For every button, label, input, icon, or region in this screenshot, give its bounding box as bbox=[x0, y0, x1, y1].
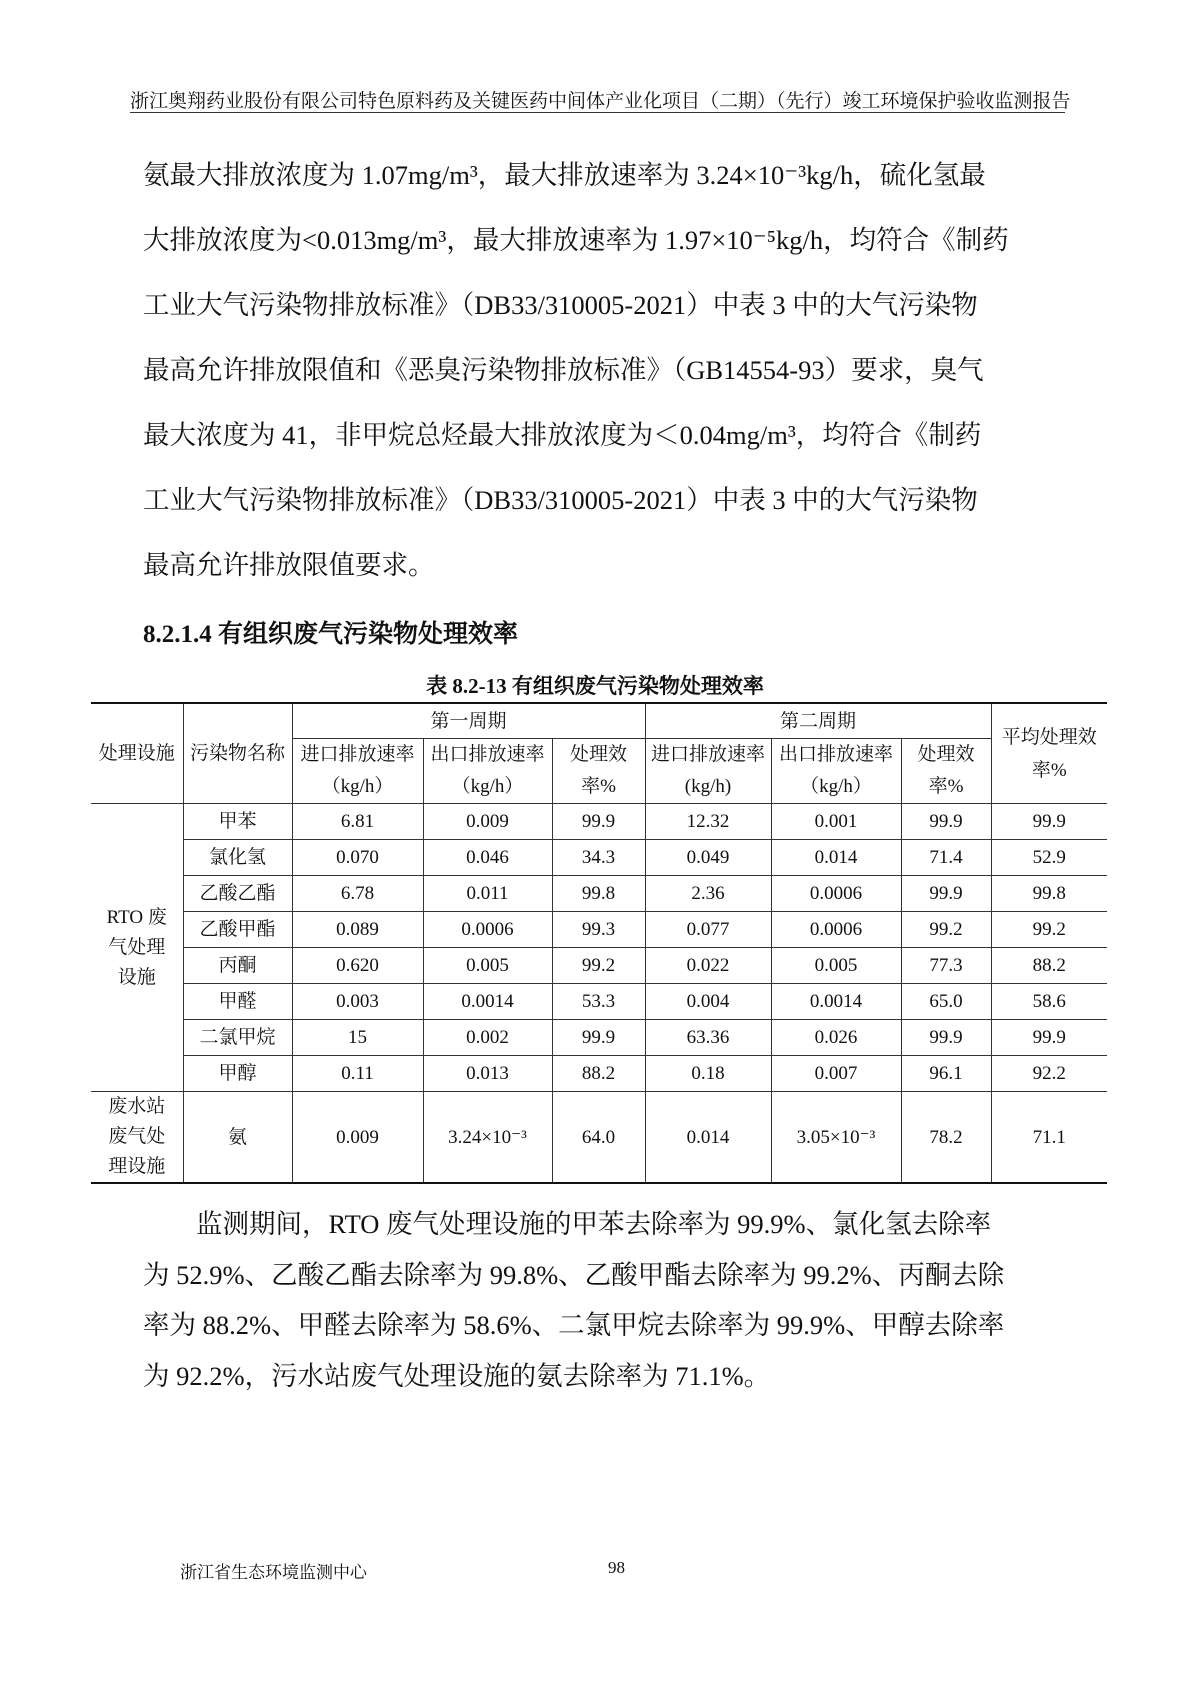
value-cell: 0.0014 bbox=[771, 984, 901, 1020]
header-facility: 处理设施 bbox=[91, 703, 183, 804]
footer-org: 浙江省生态环境监测中心 bbox=[180, 1563, 367, 1582]
section-heading: 8.2.1.4 有组织废气污染物处理效率 bbox=[143, 621, 519, 648]
value-cell: 71.1 bbox=[991, 1092, 1107, 1184]
value-cell: 78.2 bbox=[901, 1092, 991, 1184]
pollutant-cell: 氯化氢 bbox=[183, 840, 292, 876]
header-sub: 进口排放速率(kg/h) bbox=[645, 739, 771, 804]
value-cell: 0.0006 bbox=[771, 912, 901, 948]
value-cell: 0.049 bbox=[645, 840, 771, 876]
text-line: 为 92.2%，污水站废气处理设施的氨去除率为 71.1%。 bbox=[143, 1360, 771, 1391]
value-cell: 0.014 bbox=[771, 840, 901, 876]
table-row bbox=[91, 912, 1107, 948]
value-cell: 0.0014 bbox=[423, 984, 552, 1020]
header-pollutant: 污染物名称 bbox=[183, 703, 292, 804]
text-line: 最高允许排放限值和《恶臭污染物排放标准》（GB14554-93）要求，臭气 bbox=[143, 355, 984, 385]
value-cell: 0.001 bbox=[771, 804, 901, 840]
value-cell: 65.0 bbox=[901, 984, 991, 1020]
value-cell: 3.24×10⁻³ bbox=[423, 1092, 552, 1184]
pollutant-cell: 甲醛 bbox=[183, 984, 292, 1020]
value-cell: 99.2 bbox=[901, 912, 991, 948]
text-line: 为 52.9%、乙酸乙酯去除率为 99.8%、乙酸甲酯去除率为 99.2%、丙酮去除 bbox=[143, 1259, 1005, 1290]
value-cell: 0.022 bbox=[645, 948, 771, 984]
value-cell: 0.005 bbox=[423, 948, 552, 984]
table-row bbox=[91, 804, 1107, 840]
value-cell: 99.9 bbox=[552, 804, 645, 840]
table-row bbox=[91, 876, 1107, 912]
value-cell: 99.2 bbox=[991, 912, 1107, 948]
value-cell: 0.089 bbox=[292, 912, 423, 948]
value-cell: 88.2 bbox=[552, 1056, 645, 1092]
value-cell: 6.78 bbox=[292, 876, 423, 912]
value-cell: 96.1 bbox=[901, 1056, 991, 1092]
value-cell: 3.05×10⁻³ bbox=[771, 1092, 901, 1184]
table-row bbox=[91, 1020, 1107, 1056]
value-cell: 0.007 bbox=[771, 1056, 901, 1092]
value-cell: 0.026 bbox=[771, 1020, 901, 1056]
value-cell: 99.8 bbox=[991, 876, 1107, 912]
value-cell: 99.8 bbox=[552, 876, 645, 912]
efficiency-table bbox=[91, 702, 1107, 1184]
pollutant-cell: 氨 bbox=[183, 1092, 292, 1184]
value-cell: 52.9 bbox=[991, 840, 1107, 876]
text-line: 工业大气污染物排放标准》（DB33/310005-2021）中表 3 中的大气污染物 bbox=[143, 485, 978, 515]
value-cell: 99.3 bbox=[552, 912, 645, 948]
value-cell: 0.003 bbox=[292, 984, 423, 1020]
value-cell: 0.005 bbox=[771, 948, 901, 984]
value-cell: 88.2 bbox=[991, 948, 1107, 984]
table-row bbox=[91, 1092, 1107, 1184]
header-sub: 进口排放速率（kg/h） bbox=[292, 739, 423, 804]
text-line: 最大浓度为 41，非甲烷总烃最大排放浓度为＜0.04mg/m³，均符合《制药 bbox=[143, 420, 982, 450]
text-line: 工业大气污染物排放标准》（DB33/310005-2021）中表 3 中的大气污染物 bbox=[143, 290, 978, 320]
table-row bbox=[91, 984, 1107, 1020]
value-cell: 99.9 bbox=[552, 1020, 645, 1056]
value-cell: 92.2 bbox=[991, 1056, 1107, 1092]
value-cell: 0.004 bbox=[645, 984, 771, 1020]
value-cell: 99.9 bbox=[901, 1020, 991, 1056]
value-cell: 63.36 bbox=[645, 1020, 771, 1056]
header-period2: 第二周期 bbox=[645, 703, 991, 739]
text-line: 率为 88.2%、甲醛去除率为 58.6%、二氯甲烷去除率为 99.9%、甲醇去除率 bbox=[143, 1310, 1005, 1340]
value-cell: 0.070 bbox=[292, 840, 423, 876]
pollutant-cell: 乙酸甲酯 bbox=[183, 912, 292, 948]
header-sub: 出口排放速率（kg/h） bbox=[423, 739, 552, 804]
value-cell: 99.9 bbox=[991, 1020, 1107, 1056]
table-row bbox=[91, 1056, 1107, 1092]
pollutant-cell: 甲醇 bbox=[183, 1056, 292, 1092]
value-cell: 71.4 bbox=[901, 840, 991, 876]
text-line: 监测期间，RTO 废气处理设施的甲苯去除率为 99.9%、氯化氢去除率 bbox=[143, 1209, 992, 1239]
value-cell: 15 bbox=[292, 1020, 423, 1056]
pollutant-cell: 乙酸乙酯 bbox=[183, 876, 292, 912]
value-cell: 0.011 bbox=[423, 876, 552, 912]
value-cell: 99.2 bbox=[552, 948, 645, 984]
value-cell: 34.3 bbox=[552, 840, 645, 876]
header-divider bbox=[130, 112, 1065, 113]
value-cell: 0.009 bbox=[423, 804, 552, 840]
table-row bbox=[91, 840, 1107, 876]
value-cell: 99.9 bbox=[901, 876, 991, 912]
value-cell: 99.9 bbox=[901, 804, 991, 840]
value-cell: 0.620 bbox=[292, 948, 423, 984]
value-cell: 0.11 bbox=[292, 1056, 423, 1092]
value-cell: 0.014 bbox=[645, 1092, 771, 1184]
value-cell: 0.046 bbox=[423, 840, 552, 876]
value-cell: 0.002 bbox=[423, 1020, 552, 1056]
pollutant-cell: 甲苯 bbox=[183, 804, 292, 840]
value-cell: 77.3 bbox=[901, 948, 991, 984]
header-average: 平均处理效率% bbox=[991, 703, 1107, 804]
page-number: 98 bbox=[608, 1558, 625, 1577]
value-cell: 12.32 bbox=[645, 804, 771, 840]
value-cell: 64.0 bbox=[552, 1092, 645, 1184]
header-sub: 出口排放速率（kg/h） bbox=[771, 739, 901, 804]
value-cell: 0.18 bbox=[645, 1056, 771, 1092]
pollutant-cell: 丙酮 bbox=[183, 948, 292, 984]
value-cell: 0.077 bbox=[645, 912, 771, 948]
header-sub: 处理效率% bbox=[901, 739, 991, 804]
table-caption: 表 8.2-13 有组织废气污染物处理效率 bbox=[426, 674, 764, 698]
text-line: 大排放浓度为<0.013mg/m³，最大排放速率为 1.97×10⁻⁵kg/h，均符合《制药 bbox=[143, 225, 1009, 255]
text-line: 氨最大排放浓度为 1.07mg/m³，最大排放速率为 3.24×10⁻³kg/h，硫化氢最 bbox=[143, 160, 986, 190]
value-cell: 2.36 bbox=[645, 876, 771, 912]
value-cell: 0.009 bbox=[292, 1092, 423, 1184]
value-cell: 0.0006 bbox=[771, 876, 901, 912]
facility-cell: 废水站废气处理设施 bbox=[91, 1092, 183, 1184]
running-header: 浙江奥翔药业股份有限公司特色原料药及关键医药中间体产业化项目（二期）（先行）竣工环境保护验收监测报告 bbox=[130, 91, 1071, 112]
value-cell: 58.6 bbox=[991, 984, 1107, 1020]
value-cell: 53.3 bbox=[552, 984, 645, 1020]
value-cell: 0.0006 bbox=[423, 912, 552, 948]
intro-paragraph bbox=[143, 143, 1048, 598]
table-row bbox=[91, 948, 1107, 984]
value-cell: 6.81 bbox=[292, 804, 423, 840]
header-sub: 处理效率% bbox=[552, 739, 645, 804]
header-period1: 第一周期 bbox=[292, 703, 645, 739]
value-cell: 0.013 bbox=[423, 1056, 552, 1092]
facility-cell: RTO 废气处理设施 bbox=[91, 804, 183, 1092]
text-line: 最高允许排放限值要求。 bbox=[143, 550, 435, 580]
pollutant-cell: 二氯甲烷 bbox=[183, 1020, 292, 1056]
value-cell: 99.9 bbox=[991, 804, 1107, 840]
summary-paragraph bbox=[143, 1199, 1048, 1401]
